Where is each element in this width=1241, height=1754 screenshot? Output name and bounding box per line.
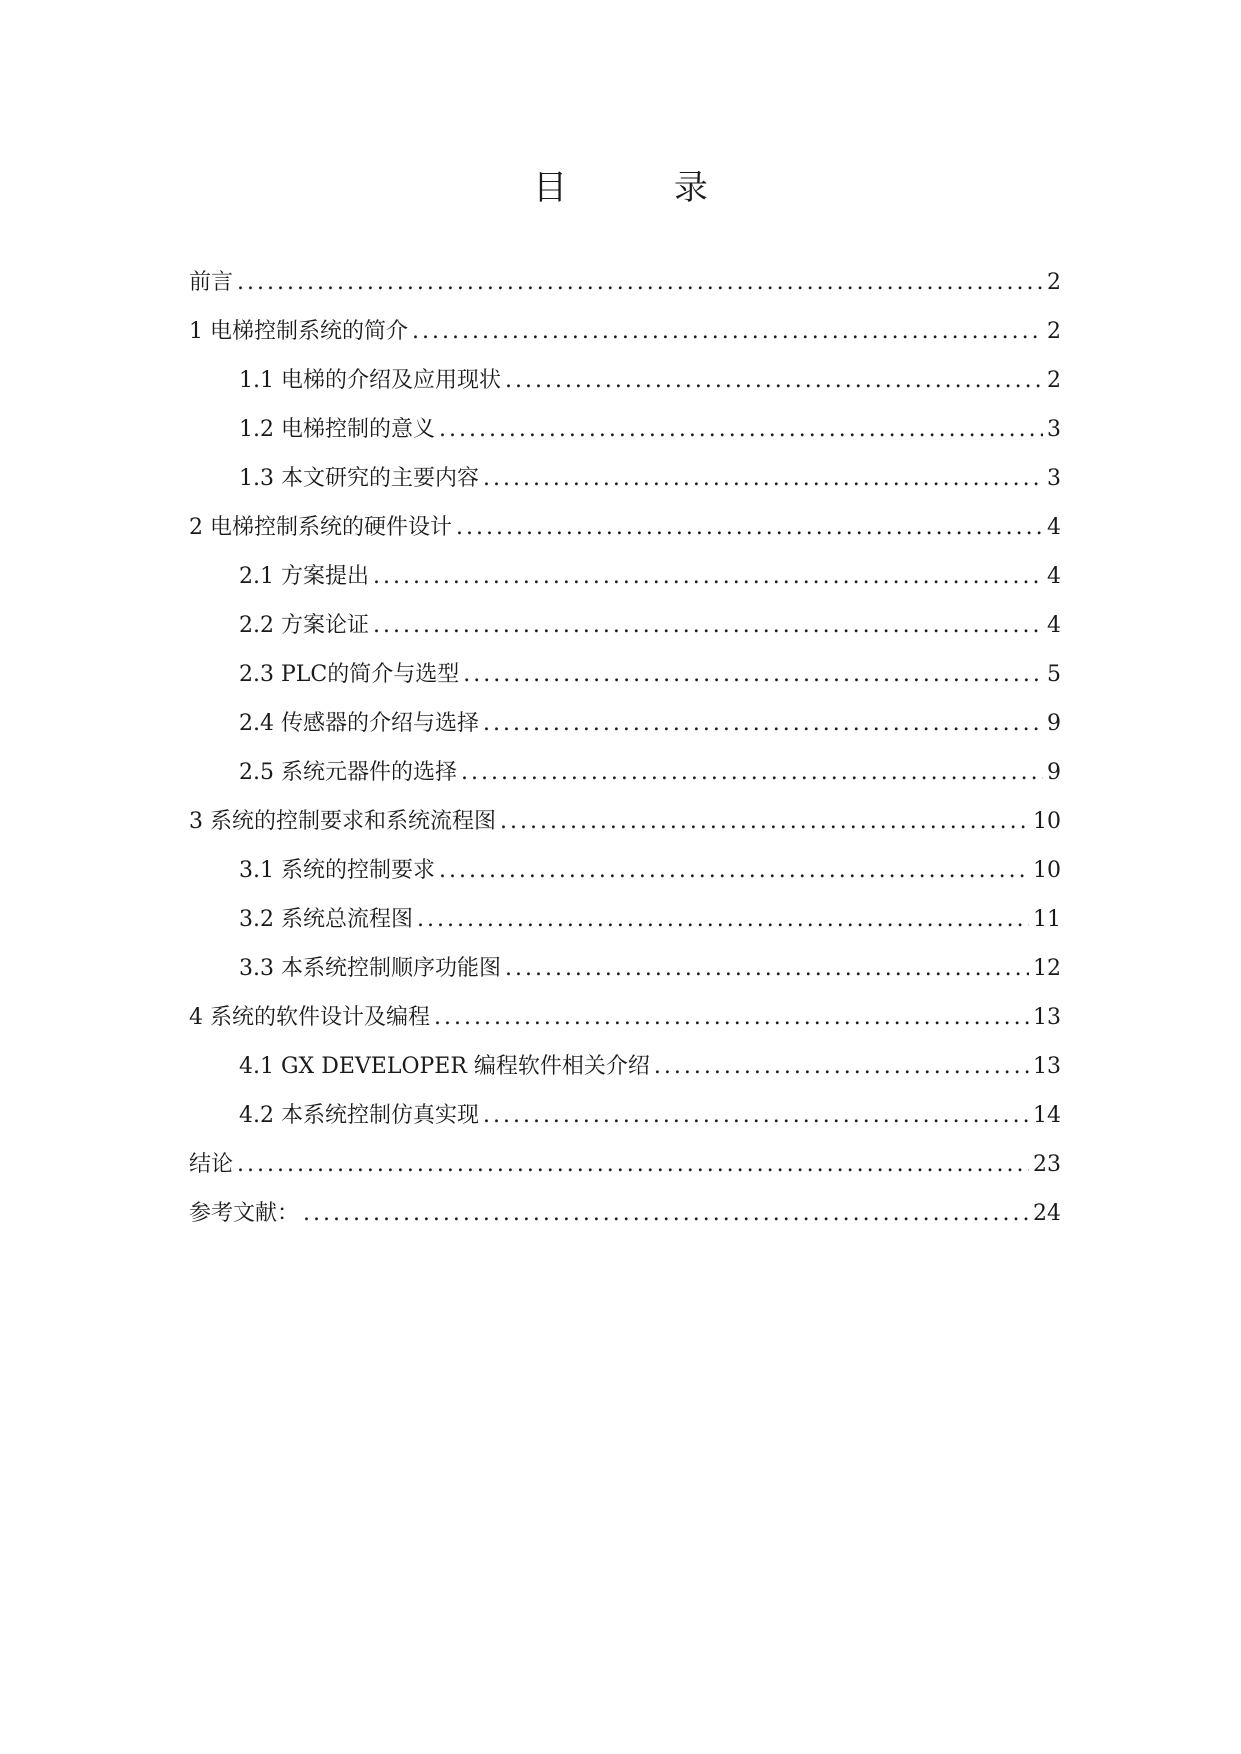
- toc-page-number: 4: [1047, 564, 1061, 589]
- toc-leader-dots: [412, 317, 1043, 347]
- toc-page-number: 3: [1047, 466, 1061, 491]
- toc-leader-dots: [434, 1003, 1029, 1033]
- toc-page-number: 5: [1047, 662, 1061, 687]
- toc-page-number: 10: [1033, 858, 1061, 883]
- toc-entry-label: 前言: [189, 270, 234, 295]
- toc-entry-chapter-2[interactable]: [189, 513, 1061, 562]
- toc-entry-label: 1.1 电梯的介绍及应用现状: [239, 368, 501, 393]
- toc-entry-preface[interactable]: [189, 268, 1061, 317]
- toc-page-number: 2: [1047, 319, 1061, 344]
- toc-page-number: 4: [1047, 515, 1061, 540]
- toc-entry-label: 2.1 方案提出: [239, 564, 369, 589]
- toc-leader-dots: [483, 1101, 1029, 1131]
- toc-leader-dots: [439, 415, 1043, 445]
- toc-entry-label: 2.3 PLC的简介与选型: [239, 662, 460, 687]
- toc-entry-label: 参考文献：: [189, 1201, 300, 1226]
- toc-entry-section-1-2[interactable]: [189, 415, 1061, 464]
- toc-entry-section-2-1[interactable]: [189, 562, 1061, 611]
- toc-entry-label: 3.2 系统总流程图: [239, 907, 413, 932]
- toc-entry-label: 1.3 本文研究的主要内容: [239, 466, 479, 491]
- toc-leader-dots: [500, 807, 1029, 837]
- toc-entry-chapter-3[interactable]: [189, 807, 1061, 856]
- toc-entry-section-2-2[interactable]: [189, 611, 1061, 660]
- toc-entry-label: 1.2 电梯控制的意义: [239, 417, 435, 442]
- toc-entry-label: 4.2 本系统控制仿真实现: [239, 1103, 479, 1128]
- toc-entry-label: 3.1 系统的控制要求: [239, 858, 435, 883]
- toc-entry-section-2-4[interactable]: [189, 709, 1061, 758]
- toc-page-number: 23: [1033, 1152, 1061, 1177]
- toc-page-number: 24: [1033, 1201, 1061, 1226]
- page-title: 目 录: [533, 168, 756, 208]
- toc-page-number: 13: [1033, 1005, 1061, 1030]
- toc-page-number: 13: [1033, 1054, 1061, 1079]
- toc-leader-dots: [456, 513, 1043, 543]
- toc-leader-dots: [237, 268, 1043, 298]
- toc-page-number: 11: [1033, 907, 1061, 932]
- toc-leader-dots: [505, 954, 1029, 984]
- toc-entry-section-3-2[interactable]: [189, 905, 1061, 954]
- toc-leader-dots: [654, 1052, 1029, 1082]
- toc-leader-dots: [417, 905, 1029, 935]
- toc-leader-dots: [463, 660, 1043, 690]
- toc-entry-label: 3.3 本系统控制顺序功能图: [239, 956, 501, 981]
- toc-page-number: 14: [1033, 1103, 1061, 1128]
- toc-entry-section-4-2[interactable]: [189, 1101, 1061, 1150]
- toc-entry-label: 3 系统的控制要求和系统流程图: [189, 809, 496, 834]
- toc-entry-section-4-1[interactable]: [189, 1052, 1061, 1101]
- toc-leader-dots: [505, 366, 1043, 396]
- toc-entry-label: 4 系统的软件设计及编程: [189, 1005, 430, 1030]
- toc-entry-chapter-4[interactable]: [189, 1003, 1061, 1052]
- toc-page-number: 3: [1047, 417, 1061, 442]
- toc-entry-section-3-1[interactable]: [189, 856, 1061, 905]
- toc-page-number: 4: [1047, 613, 1061, 638]
- toc-leader-dots: [373, 611, 1043, 641]
- toc-entry-section-3-3[interactable]: [189, 954, 1061, 1003]
- toc-page-number: 9: [1047, 711, 1061, 736]
- toc-entry-label: 1 电梯控制系统的简介: [189, 319, 408, 344]
- table-of-contents: [189, 268, 1061, 1248]
- toc-leader-dots: [373, 562, 1043, 592]
- toc-page-number: 10: [1033, 809, 1061, 834]
- toc-page-number: 12: [1033, 956, 1061, 981]
- toc-entry-section-1-3[interactable]: [189, 464, 1061, 513]
- toc-entry-section-2-3[interactable]: [189, 660, 1061, 709]
- toc-entry-conclusion[interactable]: [189, 1150, 1061, 1199]
- toc-page-number: 9: [1047, 760, 1061, 785]
- toc-leader-dots: [483, 709, 1043, 739]
- toc-entry-section-2-5[interactable]: [189, 758, 1061, 807]
- toc-leader-dots: [237, 1150, 1029, 1180]
- toc-entry-label: 2 电梯控制系统的硬件设计: [189, 515, 452, 540]
- toc-leader-dots: [303, 1199, 1029, 1229]
- toc-page-number: 2: [1047, 368, 1061, 393]
- toc-entry-chapter-1[interactable]: [189, 317, 1061, 366]
- toc-leader-dots: [483, 464, 1043, 494]
- toc-entry-label: 结论: [189, 1152, 234, 1177]
- toc-entry-label: 2.2 方案论证: [239, 613, 369, 638]
- toc-leader-dots: [439, 856, 1029, 886]
- toc-entry-label: 2.4 传感器的介绍与选择: [239, 711, 479, 736]
- toc-entry-label: 2.5 系统元器件的选择: [239, 760, 457, 785]
- toc-page-number: 2: [1047, 270, 1061, 295]
- toc-entry-references[interactable]: [189, 1199, 1061, 1248]
- toc-entry-section-1-1[interactable]: [189, 366, 1061, 415]
- toc-leader-dots: [461, 758, 1043, 788]
- toc-entry-label: 4.1 GX DEVELOPER 编程软件相关介绍: [239, 1054, 650, 1079]
